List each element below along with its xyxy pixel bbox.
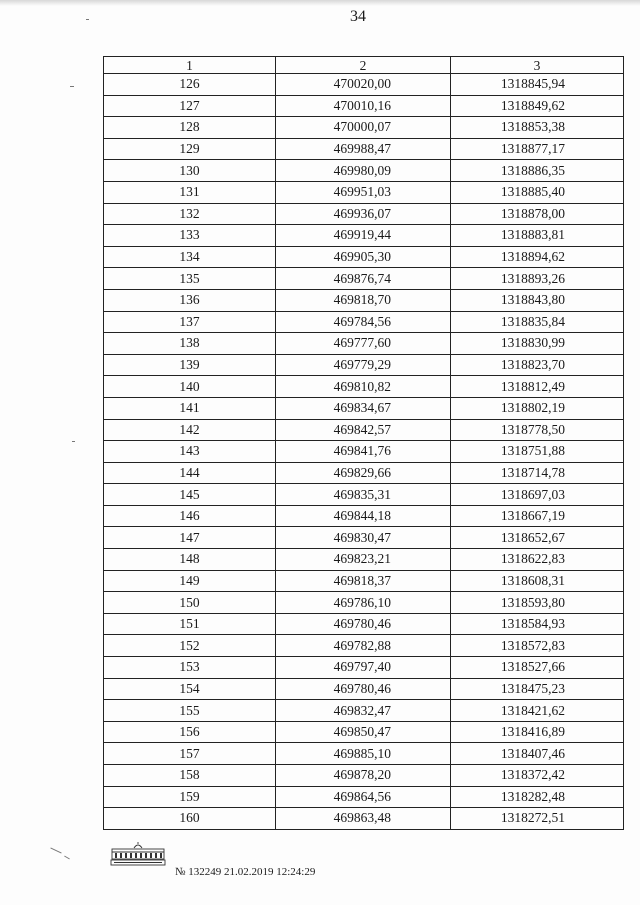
point-number-cell: 134: [104, 246, 276, 268]
y-coordinate-cell: 1318667,19: [451, 505, 624, 527]
table-row: [104, 138, 624, 160]
table-row: [104, 570, 624, 592]
point-number-cell: 150: [104, 592, 276, 614]
point-number-cell: 160: [104, 808, 276, 830]
point-number-cell: 158: [104, 765, 276, 787]
scan-artifact: [70, 86, 74, 87]
building-seal-icon: [110, 841, 166, 867]
point-number-cell: 130: [104, 160, 276, 182]
table-row: [104, 505, 624, 527]
table-row: [104, 117, 624, 139]
x-coordinate-cell: 469905,30: [276, 246, 451, 268]
y-coordinate-cell: 1318843,80: [451, 289, 624, 311]
x-coordinate-cell: 469980,09: [276, 160, 451, 182]
coordinates-table: [103, 56, 624, 830]
table-row: [104, 246, 624, 268]
x-coordinate-cell: 469782,88: [276, 635, 451, 657]
point-number-cell: 137: [104, 311, 276, 333]
point-number-cell: 136: [104, 289, 276, 311]
y-coordinate-cell: 1318593,80: [451, 592, 624, 614]
point-number-cell: 128: [104, 117, 276, 139]
y-coordinate-cell: 1318714,78: [451, 462, 624, 484]
table-row: [104, 376, 624, 398]
table-row: [104, 397, 624, 419]
table-row: [104, 808, 624, 830]
table-row: [104, 657, 624, 679]
x-coordinate-cell: 469823,21: [276, 549, 451, 571]
point-number-cell: 131: [104, 181, 276, 203]
x-coordinate-cell: 469844,18: [276, 505, 451, 527]
point-number-cell: 153: [104, 657, 276, 679]
table-row: [104, 333, 624, 355]
column-header-3: 3: [451, 57, 624, 74]
scan-edge-shadow: [0, 0, 640, 6]
x-coordinate-cell: 469864,56: [276, 786, 451, 808]
y-coordinate-cell: 1318812,49: [451, 376, 624, 398]
y-coordinate-cell: 1318421,62: [451, 700, 624, 722]
x-coordinate-cell: 469786,10: [276, 592, 451, 614]
x-coordinate-cell: 469878,20: [276, 765, 451, 787]
y-coordinate-cell: 1318416,89: [451, 721, 624, 743]
point-number-cell: 133: [104, 225, 276, 247]
point-number-cell: 142: [104, 419, 276, 441]
point-number-cell: 147: [104, 527, 276, 549]
x-coordinate-cell: 469818,37: [276, 570, 451, 592]
y-coordinate-cell: 1318778,50: [451, 419, 624, 441]
y-coordinate-cell: 1318608,31: [451, 570, 624, 592]
x-coordinate-cell: 469876,74: [276, 268, 451, 290]
point-number-cell: 146: [104, 505, 276, 527]
x-coordinate-cell: 469818,70: [276, 289, 451, 311]
point-number-cell: 156: [104, 721, 276, 743]
y-coordinate-cell: 1318751,88: [451, 441, 624, 463]
x-coordinate-cell: 469988,47: [276, 138, 451, 160]
y-coordinate-cell: 1318527,66: [451, 657, 624, 679]
x-coordinate-cell: 469850,47: [276, 721, 451, 743]
point-number-cell: 141: [104, 397, 276, 419]
column-header-2: 2: [276, 57, 451, 74]
y-coordinate-cell: 1318894,62: [451, 246, 624, 268]
y-coordinate-cell: 1318475,23: [451, 678, 624, 700]
point-number-cell: 152: [104, 635, 276, 657]
point-number-cell: 159: [104, 786, 276, 808]
x-coordinate-cell: 469841,76: [276, 441, 451, 463]
point-number-cell: 148: [104, 549, 276, 571]
table-row: [104, 678, 624, 700]
point-number-cell: 140: [104, 376, 276, 398]
x-coordinate-cell: 470010,16: [276, 95, 451, 117]
y-coordinate-cell: 1318697,03: [451, 484, 624, 506]
y-coordinate-cell: 1318885,40: [451, 181, 624, 203]
y-coordinate-cell: 1318584,93: [451, 613, 624, 635]
table-row: [104, 765, 624, 787]
table-row: [104, 419, 624, 441]
registration-stamp-text: № 132249 21.02.2019 12:24:29: [175, 866, 316, 878]
point-number-cell: 132: [104, 203, 276, 225]
scan-artifact: [72, 441, 75, 442]
point-number-cell: 154: [104, 678, 276, 700]
x-coordinate-cell: 469829,66: [276, 462, 451, 484]
scan-artifact: [50, 848, 61, 854]
x-coordinate-cell: 469832,47: [276, 700, 451, 722]
table-row: [104, 225, 624, 247]
y-coordinate-cell: 1318893,26: [451, 268, 624, 290]
y-coordinate-cell: 1318272,51: [451, 808, 624, 830]
y-coordinate-cell: 1318877,17: [451, 138, 624, 160]
table-row: [104, 527, 624, 549]
x-coordinate-cell: 469885,10: [276, 743, 451, 765]
table-row: [104, 181, 624, 203]
table-row: [104, 289, 624, 311]
table-row: [104, 441, 624, 463]
table-row: [104, 635, 624, 657]
table-row: [104, 592, 624, 614]
x-coordinate-cell: 469842,57: [276, 419, 451, 441]
page-number: 34: [350, 8, 366, 25]
x-coordinate-cell: 469810,82: [276, 376, 451, 398]
point-number-cell: 145: [104, 484, 276, 506]
x-coordinate-cell: 469780,46: [276, 613, 451, 635]
y-coordinate-cell: 1318622,83: [451, 549, 624, 571]
table-row: [104, 484, 624, 506]
table-row: [104, 721, 624, 743]
x-coordinate-cell: 469830,47: [276, 527, 451, 549]
point-number-cell: 143: [104, 441, 276, 463]
point-number-cell: 151: [104, 613, 276, 635]
point-number-cell: 138: [104, 333, 276, 355]
table-row: [104, 160, 624, 182]
y-coordinate-cell: 1318883,81: [451, 225, 624, 247]
x-coordinate-cell: 469835,31: [276, 484, 451, 506]
table-row: [104, 700, 624, 722]
x-coordinate-cell: 469951,03: [276, 181, 451, 203]
y-coordinate-cell: 1318407,46: [451, 743, 624, 765]
table-row: [104, 462, 624, 484]
point-number-cell: 157: [104, 743, 276, 765]
x-coordinate-cell: 469797,40: [276, 657, 451, 679]
point-number-cell: 139: [104, 354, 276, 376]
point-number-cell: 127: [104, 95, 276, 117]
table-row: [104, 743, 624, 765]
y-coordinate-cell: 1318652,67: [451, 527, 624, 549]
table-row: [104, 74, 624, 96]
table-row: [104, 95, 624, 117]
x-coordinate-cell: 469936,07: [276, 203, 451, 225]
table-row: [104, 549, 624, 571]
y-coordinate-cell: 1318849,62: [451, 95, 624, 117]
point-number-cell: 129: [104, 138, 276, 160]
y-coordinate-cell: 1318823,70: [451, 354, 624, 376]
point-number-cell: 126: [104, 74, 276, 96]
y-coordinate-cell: 1318853,38: [451, 117, 624, 139]
x-coordinate-cell: 469919,44: [276, 225, 451, 247]
x-coordinate-cell: 469784,56: [276, 311, 451, 333]
y-coordinate-cell: 1318372,42: [451, 765, 624, 787]
table-row: [104, 354, 624, 376]
table-row: [104, 203, 624, 225]
x-coordinate-cell: 469863,48: [276, 808, 451, 830]
x-coordinate-cell: 469834,67: [276, 397, 451, 419]
scan-artifact: [86, 19, 89, 20]
table-row: [104, 786, 624, 808]
y-coordinate-cell: 1318282,48: [451, 786, 624, 808]
y-coordinate-cell: 1318878,00: [451, 203, 624, 225]
scan-artifact: [64, 856, 70, 860]
point-number-cell: 149: [104, 570, 276, 592]
y-coordinate-cell: 1318835,84: [451, 311, 624, 333]
y-coordinate-cell: 1318830,99: [451, 333, 624, 355]
x-coordinate-cell: 469777,60: [276, 333, 451, 355]
point-number-cell: 135: [104, 268, 276, 290]
table-row: [104, 268, 624, 290]
x-coordinate-cell: 470020,00: [276, 74, 451, 96]
y-coordinate-cell: 1318886,35: [451, 160, 624, 182]
column-header-1: 1: [104, 57, 276, 74]
y-coordinate-cell: 1318802,19: [451, 397, 624, 419]
x-coordinate-cell: 469779,29: [276, 354, 451, 376]
y-coordinate-cell: 1318572,83: [451, 635, 624, 657]
y-coordinate-cell: 1318845,94: [451, 74, 624, 96]
table-body: [104, 74, 624, 830]
point-number-cell: 144: [104, 462, 276, 484]
table-row: [104, 613, 624, 635]
point-number-cell: 155: [104, 700, 276, 722]
x-coordinate-cell: 469780,46: [276, 678, 451, 700]
table-row: [104, 311, 624, 333]
table-header-row: [104, 57, 624, 74]
x-coordinate-cell: 470000,07: [276, 117, 451, 139]
